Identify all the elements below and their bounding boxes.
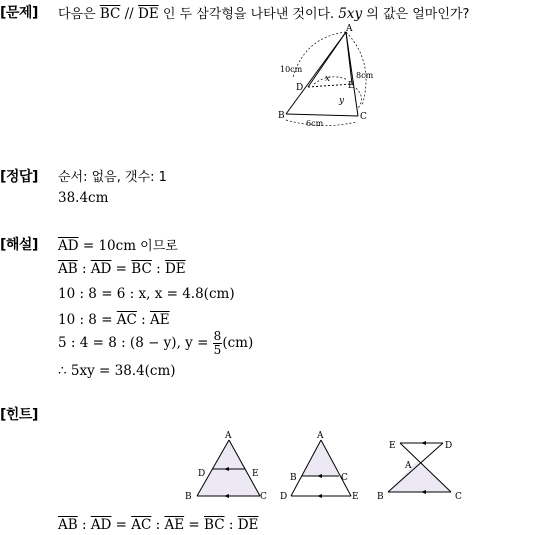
hint-figure-3-E: E bbox=[389, 441, 396, 451]
problem-figure-ae-length: 8cm bbox=[356, 71, 374, 80]
hint-label: [힌트] bbox=[0, 407, 38, 423]
fraction: $\frac{8}{5}$ bbox=[213, 329, 222, 357]
hint-figure-1 bbox=[180, 428, 272, 504]
answer-meta: 순서: 없음, 갯수: 1 bbox=[58, 170, 167, 185]
problem-figure-ad-length: 10cm bbox=[280, 65, 303, 74]
problem-label: [문제] bbox=[0, 5, 38, 21]
problem-figure-bc-length: 6cm bbox=[306, 119, 324, 128]
problem-figure-D: D bbox=[296, 83, 304, 93]
solution-line-4: 10 : $8 = \overline{AC}$ : $\overline{AE}$ bbox=[58, 312, 170, 328]
hint-figure-2 bbox=[277, 428, 367, 504]
problem-figure bbox=[270, 22, 380, 130]
hint-figure-2-C: C bbox=[341, 473, 348, 483]
problem-figure-y: y bbox=[339, 96, 345, 106]
problem-statement: 다음은 $\overline{BC} // \overline{DE}$ 인 두 삼각형을 나타낸 것이다. 5xy 의 값은 얼마인가? bbox=[58, 6, 470, 22]
answer-value: 38.4cm bbox=[58, 190, 109, 206]
solution-line-5: 5 : 4 = 8 : (8 − y), y = $\frac{8}{5}$ (cm) bbox=[58, 329, 254, 357]
hint-figure-3-D: D bbox=[445, 441, 453, 451]
hint-formula: $\overline{AB}$ : $\overline{AD} = \overline{AC}$ : $\overline{AE} = \overline{BC}$ : $\overline{DE}$ bbox=[58, 517, 259, 533]
hint-figure-3 bbox=[373, 428, 469, 504]
solution-label: [해설] bbox=[0, 237, 38, 253]
hint-figure-2-D: D bbox=[280, 492, 288, 502]
hint-figure-3-C: C bbox=[455, 492, 462, 502]
hint-figure-3-A: A bbox=[405, 461, 412, 471]
problem-figure-E: E bbox=[348, 81, 355, 91]
solution-line-1: $\overline{AD} = 10cm$ 이므로 bbox=[58, 238, 178, 254]
hint-figure-1-E: E bbox=[252, 469, 259, 479]
hint-figure-2-A: A bbox=[317, 431, 324, 441]
problem-figure-x: x bbox=[325, 74, 331, 84]
hint-figure-1-C: C bbox=[260, 492, 267, 502]
hint-figure-1-A: A bbox=[225, 431, 232, 441]
hint-figure-3-B: B bbox=[377, 492, 384, 502]
solution-line-2: $\overline{AB}$ : $\overline{AD} = \overline{BC}$ : $\overline{DE}$ bbox=[58, 261, 186, 277]
hint-figure-2-B: B bbox=[290, 473, 297, 483]
solution-line-3: 10 : 8 = 6 : x, x = 4.8(cm) bbox=[58, 286, 235, 302]
answer-label: [정답] bbox=[0, 169, 38, 185]
hint-figure-2-E: E bbox=[352, 492, 359, 502]
problem-figure-A: A bbox=[346, 24, 353, 34]
problem-figure-B: B bbox=[278, 111, 285, 121]
hint-figure-1-D: D bbox=[198, 469, 206, 479]
hint-figure-1-B: B bbox=[185, 492, 192, 502]
solution-line-6: ∴ 5xy = 38.4(cm) bbox=[58, 363, 176, 379]
problem-figure-C: C bbox=[360, 112, 367, 122]
